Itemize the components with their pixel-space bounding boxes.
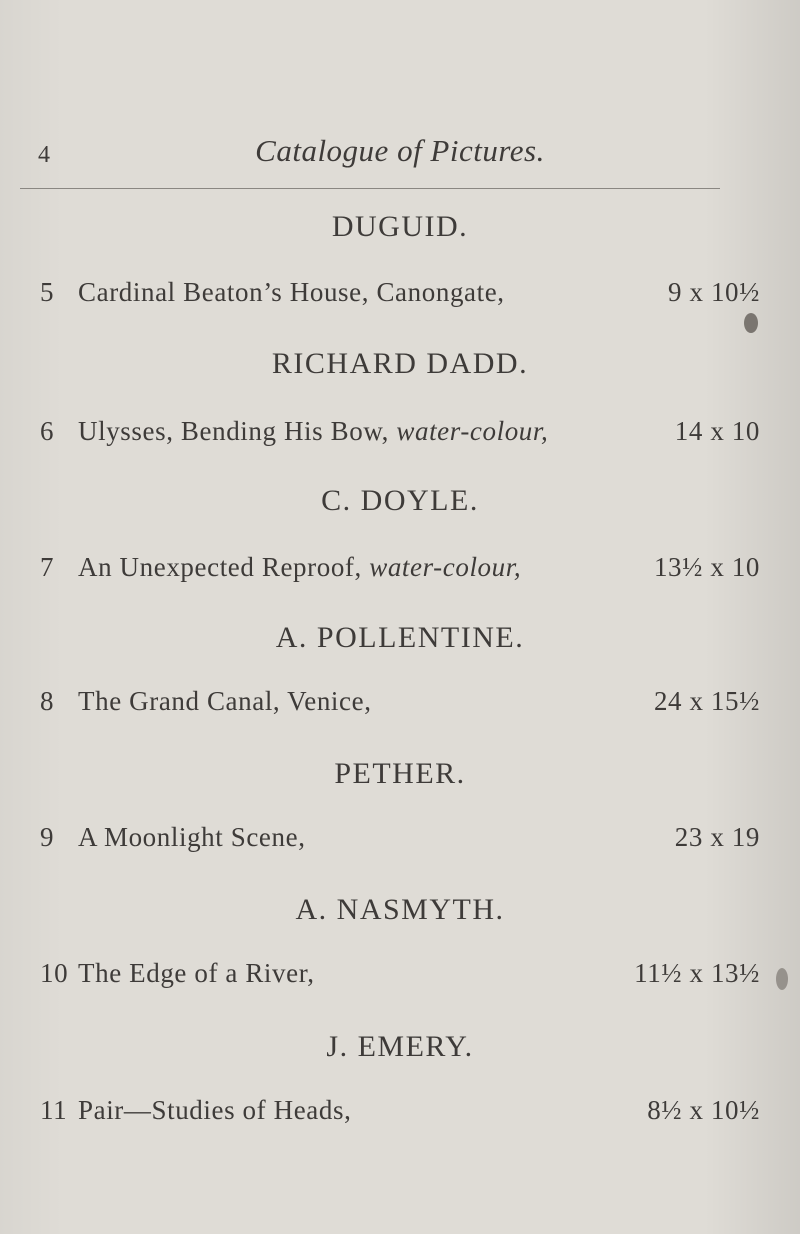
entry-number: 11 bbox=[40, 1095, 68, 1125]
catalogue-entry bbox=[40, 822, 760, 858]
entry-number: 5 bbox=[40, 277, 55, 307]
entry-medium: water-colour, bbox=[396, 416, 549, 446]
catalogue-entry bbox=[40, 277, 760, 313]
catalogue-entry bbox=[40, 552, 760, 588]
entry-title: Cardinal Beaton’s House, Canongate, bbox=[78, 277, 505, 307]
artist-heading: PETHER. bbox=[334, 757, 466, 790]
entry-medium: water-colour, bbox=[369, 552, 522, 582]
entry-title: An Unexpected Reproof, water-colour, bbox=[78, 552, 522, 582]
entry-title: The Edge of a River, bbox=[78, 958, 315, 988]
entry-title: Ulysses, Bending His Bow, water-colour, bbox=[78, 416, 549, 446]
artist-heading: A. POLLENTINE. bbox=[275, 621, 525, 654]
artist-heading: J. EMERY. bbox=[326, 1030, 474, 1063]
artist-heading: RICHARD DADD. bbox=[271, 347, 529, 380]
entry-number: 6 bbox=[40, 416, 55, 446]
header-rule bbox=[20, 188, 720, 189]
entry-size: 9 x 10½ bbox=[668, 277, 760, 307]
running-head-title: Catalogue of Pictures. bbox=[255, 133, 545, 168]
artist-heading: DUGUID. bbox=[331, 210, 469, 243]
page-number: 4 bbox=[38, 142, 51, 168]
catalogue-entry bbox=[40, 416, 760, 452]
entry-size: 8½ x 10½ bbox=[647, 1095, 760, 1125]
entry-number: 10 bbox=[40, 958, 69, 988]
entry-size: 11½ x 13½ bbox=[634, 958, 760, 988]
catalogue-entry bbox=[40, 1095, 760, 1131]
entry-number: 8 bbox=[40, 686, 55, 716]
artist-heading: C. DOYLE. bbox=[321, 484, 479, 517]
catalogue-entry bbox=[40, 958, 760, 994]
entry-size: 23 x 19 bbox=[674, 822, 760, 852]
ink-mark bbox=[744, 313, 758, 333]
entry-size: 13½ x 10 bbox=[653, 552, 760, 582]
ink-mark bbox=[776, 968, 788, 990]
entry-title: A Moonlight Scene, bbox=[78, 822, 306, 852]
catalogue-entry bbox=[40, 686, 760, 722]
entry-size: 14 x 10 bbox=[674, 416, 760, 446]
artist-heading: A. NASMYTH. bbox=[295, 893, 505, 926]
entry-title: The Grand Canal, Venice, bbox=[78, 686, 372, 716]
entry-number: 7 bbox=[40, 552, 55, 582]
entry-size: 24 x 15½ bbox=[653, 686, 760, 716]
entry-number: 9 bbox=[40, 822, 55, 852]
entry-title: Pair—Studies of Heads, bbox=[78, 1095, 352, 1125]
